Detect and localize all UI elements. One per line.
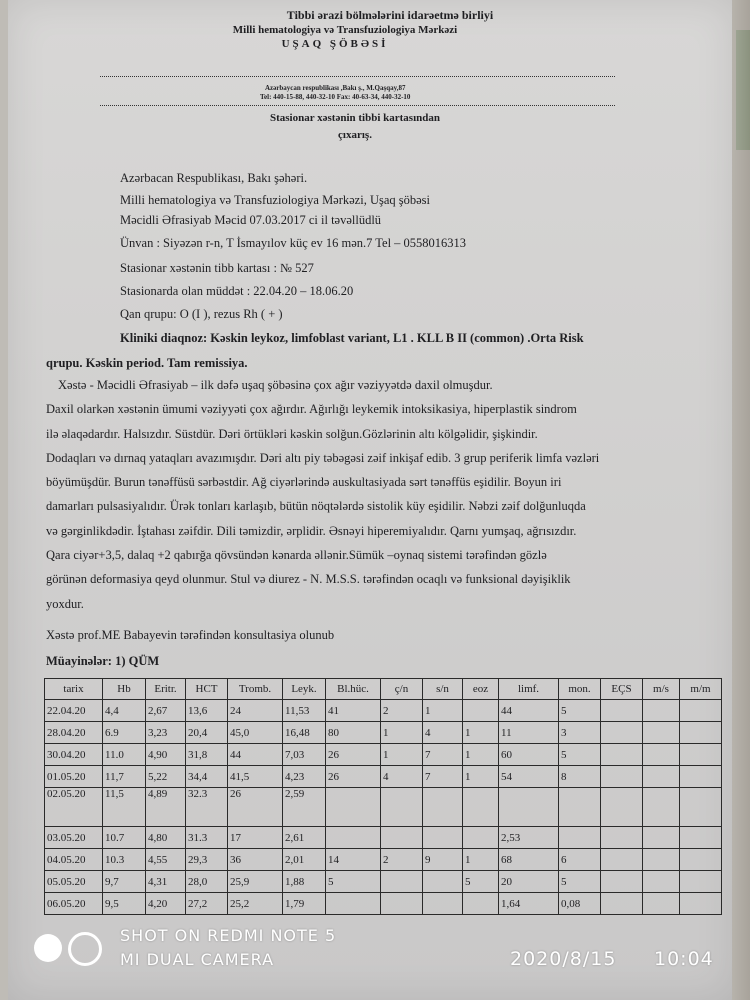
table-cell: [680, 722, 722, 744]
table-cell: 26: [228, 788, 283, 827]
date-cell: 06.05.20: [45, 893, 103, 915]
table-cell: [643, 827, 680, 849]
table-cell: [463, 827, 499, 849]
table-cell: 11.0: [103, 744, 146, 766]
table-cell: [680, 893, 722, 915]
narrative-line: görünən deformasiya qeyd olunmur. Stul və diurez - N. M.S.S. tərəfindən ocaqlı və funksional dəyişiklik: [46, 572, 571, 587]
table-cell: 14: [326, 849, 381, 871]
table-header: ç/n: [381, 679, 423, 700]
table-cell: [643, 788, 680, 827]
table-cell: 2,61: [283, 827, 326, 849]
date-cell: 22.04.20: [45, 700, 103, 722]
table-cell: [423, 788, 463, 827]
table-cell: [601, 871, 643, 893]
table-cell: 44: [228, 744, 283, 766]
table-cell: 2: [381, 700, 423, 722]
table-cell: 6: [559, 849, 601, 871]
table-cell: [423, 827, 463, 849]
table-header-row: [45, 679, 722, 700]
narrative-line: yoxdur.: [46, 596, 84, 611]
table-cell: 10.3: [103, 849, 146, 871]
table-cell: 2: [381, 849, 423, 871]
table-row: [45, 700, 722, 722]
table-header: Tromb.: [228, 679, 283, 700]
narrative-line: böyümüşdür. Burun tənəffüsü sərbəstdir. Ağ ciyərlərində auskultasiyada sərt tənəffüs eşidilir. Boyun iri: [46, 475, 562, 490]
table-cell: [601, 788, 643, 827]
table-row: [45, 744, 722, 766]
table-cell: [601, 722, 643, 744]
date-cell: 02.05.20: [45, 788, 103, 827]
table-cell: 11: [499, 722, 559, 744]
table-cell: [680, 788, 722, 827]
table-cell: 44: [499, 700, 559, 722]
table-header: limf.: [499, 679, 559, 700]
table-cell: [381, 871, 423, 893]
table-cell: [559, 827, 601, 849]
table-row: [45, 788, 722, 827]
table-cell: 1,64: [499, 893, 559, 915]
patient-line: Məcidli Əfrasiyab Məcid 07.03.2017 ci il təvəllüdlü: [120, 213, 382, 227]
header-address: Azərbaycan respublikası ,Bakı ş., M.Qaşqay,87: [265, 84, 406, 92]
table-cell: 5: [559, 871, 601, 893]
table-header: mon.: [559, 679, 601, 700]
table-header: tarix: [45, 679, 103, 700]
table-cell: 4,55: [146, 849, 186, 871]
table-cell: [463, 893, 499, 915]
table-cell: 4,89: [146, 788, 186, 827]
table-cell: 20: [499, 871, 559, 893]
table-cell: [601, 744, 643, 766]
watermark-model: SHOT ON REDMI NOTE 5: [120, 926, 337, 945]
table-cell: 1: [381, 722, 423, 744]
table-cell: 5: [326, 871, 381, 893]
watermark-date: 2020/8/15: [510, 948, 617, 970]
table-cell: 25,9: [228, 871, 283, 893]
table-cell: 31,8: [186, 744, 228, 766]
table-cell: [680, 871, 722, 893]
table-cell: 5: [559, 700, 601, 722]
narrative: [46, 373, 686, 616]
header-line-2: Milli hematologiya və Transfuziologiya Mərkəzi: [232, 24, 458, 36]
background-edge: [732, 0, 750, 1000]
table-header: eoz: [463, 679, 499, 700]
table-cell: 4: [423, 722, 463, 744]
card-title-line-2: çıxarış.: [338, 129, 372, 141]
watermark-time: 10:04: [654, 948, 714, 970]
table-cell: [381, 893, 423, 915]
table-cell: [680, 827, 722, 849]
table-cell: 8: [559, 766, 601, 788]
table-cell: 36: [228, 849, 283, 871]
table-cell: 24: [228, 700, 283, 722]
table-cell: 2,67: [146, 700, 186, 722]
table-cell: 16,48: [283, 722, 326, 744]
date-cell: 05.05.20: [45, 871, 103, 893]
header-line-3: UŞAQ ŞÖBƏSİ: [281, 38, 389, 50]
table-cell: 41: [326, 700, 381, 722]
tests-heading: Müayinələr: 1) QÜM: [46, 654, 160, 668]
narrative-line: Dodaqları və dırnaq yataqları avazımışdır. Dəri altı piy təbəgəsi zəif inkişaf edib. 3 grup periferik limfa vəzləri: [46, 450, 600, 465]
table-cell: 31.3: [186, 827, 228, 849]
narrative-line: Xəstə - Məcidli Əfrasiyab – ilk dəfə uşaq şöbəsinə çox ağır vəziyyətdə daxil olmuşdur.: [58, 378, 493, 392]
table-row: [45, 893, 722, 915]
table-cell: [680, 700, 722, 722]
date-cell: 03.05.20: [45, 827, 103, 849]
table-cell: [643, 722, 680, 744]
table-header: Bl.hüc.: [326, 679, 381, 700]
narrative-line: Daxil olarkən xəstənin ümumi vəziyyəti çox ağırdır. Ağırlığı leykemik intoksikasiya, hiperplastik sindrom: [46, 402, 577, 417]
table-cell: [643, 849, 680, 871]
table-cell: 4,90: [146, 744, 186, 766]
table-cell: 3: [559, 722, 601, 744]
table-cell: 32.3: [186, 788, 228, 827]
table-cell: [559, 788, 601, 827]
stay-period-line: Stasionarda olan müddət : 22.04.20 – 18.06.20: [120, 284, 354, 298]
table-cell: 20,4: [186, 722, 228, 744]
table-cell: 5: [559, 744, 601, 766]
narrative-line: Qara ciyər+3,5, dalaq +2 qabırğa qövsündən kənarda əllənir.Sümük –oynaq sistemi tərəfindən gözlə: [46, 548, 547, 563]
camera-logo-ring: [68, 932, 102, 966]
blood-group-line: Qan qrupu: O (I ), rezus Rh ( + ): [120, 307, 283, 321]
diagnosis-line-1: Kliniki diaqnoz: Kəskin leykoz, limfoblast variant, L1 . KLL B II (common) .Orta Risk: [120, 331, 584, 345]
table-header: Eritr.: [146, 679, 186, 700]
header-phones: Tel: 440-15-88, 440-32-10 Fax: 40-63-34, 440-32-10: [260, 93, 411, 101]
table-cell: 11,5: [103, 788, 146, 827]
table-cell: [423, 871, 463, 893]
header-line-1: Tibbi ərazi bölmələrini idarəetmə birliyi: [286, 8, 494, 22]
card-title-line-1: Stasionar xəstənin tibbi kartasından: [269, 112, 441, 124]
table-cell: 34,4: [186, 766, 228, 788]
table-cell: 9,5: [103, 893, 146, 915]
table-cell: 3,23: [146, 722, 186, 744]
narrative-line: damarları pulsasiyalıdır. Ürək tonları karlaşıb, bütün nöqtələrdə sistolik küy eşidilir. Nəbzi zəif dolğunluqda: [46, 499, 586, 514]
table-header: m/s: [643, 679, 680, 700]
table-cell: 1: [463, 766, 499, 788]
table-cell: [601, 700, 643, 722]
table-cell: 54: [499, 766, 559, 788]
table-cell: [601, 849, 643, 871]
table-cell: [601, 893, 643, 915]
table-header: m/m: [680, 679, 722, 700]
table-row: [45, 722, 722, 744]
table-cell: [680, 849, 722, 871]
table-cell: [680, 766, 722, 788]
table-cell: [601, 827, 643, 849]
table-cell: 10.7: [103, 827, 146, 849]
table-cell: 9: [423, 849, 463, 871]
table-header: HCT: [186, 679, 228, 700]
camera-logo-dot: [34, 934, 62, 962]
city-line: Azərbacan Respublikası, Bakı şəhəri.: [120, 171, 308, 185]
table-cell: [381, 827, 423, 849]
table-cell: [680, 744, 722, 766]
table-cell: 2,01: [283, 849, 326, 871]
table-cell: 60: [499, 744, 559, 766]
table-cell: 4: [381, 766, 423, 788]
blood-test-table: [44, 678, 722, 915]
table-cell: 45,0: [228, 722, 283, 744]
table-cell: 5: [463, 871, 499, 893]
table-header: Leyk.: [283, 679, 326, 700]
table-cell: 80: [326, 722, 381, 744]
table-cell: [463, 700, 499, 722]
table-cell: [643, 744, 680, 766]
date-cell: 28.04.20: [45, 722, 103, 744]
table-cell: 1,79: [283, 893, 326, 915]
date-cell: 04.05.20: [45, 849, 103, 871]
watermark-camera: MI DUAL CAMERA: [120, 950, 275, 969]
table-cell: 11,7: [103, 766, 146, 788]
table-cell: 7,03: [283, 744, 326, 766]
address-line: Ünvan : Siyəzən r-n, T İsmayılov küç ev 16 mən.7 Tel – 0558016313: [120, 236, 467, 250]
consult-line: Xəstə prof.ME Babayevin tərəfindən konsultasiya olunub: [46, 628, 335, 642]
table-cell: 2,53: [499, 827, 559, 849]
table-cell: 4,31: [146, 871, 186, 893]
table-cell: 13,6: [186, 700, 228, 722]
table-cell: 1: [463, 849, 499, 871]
table-cell: 4,4: [103, 700, 146, 722]
date-cell: 30.04.20: [45, 744, 103, 766]
table-cell: 1: [463, 722, 499, 744]
table-cell: 17: [228, 827, 283, 849]
table-row: [45, 766, 722, 788]
table-cell: 6.9: [103, 722, 146, 744]
table-cell: [601, 766, 643, 788]
diagnosis-line-2: qrupu. Kəskin period. Tam remissiya.: [46, 356, 248, 370]
table-cell: 9,7: [103, 871, 146, 893]
table-cell: 0,08: [559, 893, 601, 915]
card-title: [245, 110, 465, 144]
table-cell: [423, 893, 463, 915]
table-cell: [643, 700, 680, 722]
table-cell: 29,3: [186, 849, 228, 871]
background-object: [736, 30, 750, 150]
table-cell: [381, 788, 423, 827]
table-cell: 1: [423, 700, 463, 722]
table-cell: [499, 788, 559, 827]
table-cell: [643, 871, 680, 893]
table-cell: 4,23: [283, 766, 326, 788]
table-cell: 27,2: [186, 893, 228, 915]
table-cell: [326, 788, 381, 827]
table-header: Hb: [103, 679, 146, 700]
table-cell: 4,80: [146, 827, 186, 849]
table-cell: 1: [463, 744, 499, 766]
table-cell: [643, 766, 680, 788]
table-cell: 7: [423, 744, 463, 766]
table-cell: 1,88: [283, 871, 326, 893]
table-row: [45, 827, 722, 849]
table-header: EÇS: [601, 679, 643, 700]
narrative-line: ilə əlaqədardır. Halsızdır. Süstdür. Dəri örtükləri kəskin solğun.Gözlərinin altı kölgəlidir, şişkindir.: [46, 426, 538, 441]
dotted-divider: [100, 105, 615, 106]
table-cell: [326, 827, 381, 849]
table-cell: 28,0: [186, 871, 228, 893]
table-cell: [326, 893, 381, 915]
dotted-divider: [100, 76, 615, 77]
table-cell: 26: [326, 766, 381, 788]
table-cell: 2,59: [283, 788, 326, 827]
table-cell: 25,2: [228, 893, 283, 915]
table-row: [45, 849, 722, 871]
card-number-line: Stasionar xəstənin tibb kartası : № 527: [120, 261, 314, 275]
table-cell: 41,5: [228, 766, 283, 788]
table-cell: 7: [423, 766, 463, 788]
table-header: s/n: [423, 679, 463, 700]
narrative-line: və gərginlikdədir. İştahası zəifdir. Dili təmizdir, ərplidir. Əsnəyi hiperemiyalıdır. Qarnı yumşaq, ağrısızdır.: [46, 523, 577, 538]
table-row: [45, 871, 722, 893]
date-cell: 01.05.20: [45, 766, 103, 788]
table-cell: [463, 788, 499, 827]
table-cell: 1: [381, 744, 423, 766]
table-cell: 68: [499, 849, 559, 871]
table-cell: 26: [326, 744, 381, 766]
table-cell: 5,22: [146, 766, 186, 788]
center-line: Milli hematologiya və Transfuziologiya Mərkəzi, Uşaq şöbəsi: [120, 193, 431, 207]
table-cell: [643, 893, 680, 915]
table-cell: 4,20: [146, 893, 186, 915]
table-cell: 11,53: [283, 700, 326, 722]
